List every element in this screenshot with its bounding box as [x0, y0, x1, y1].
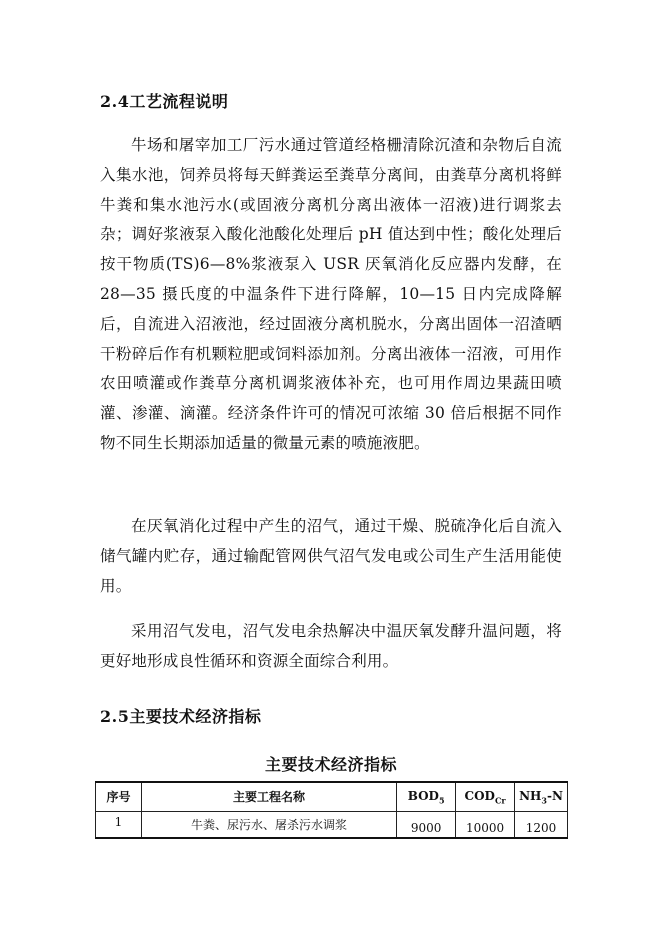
paragraph-biogas-power: 采用沼气发电，沼气发电余热解决中温厌氧发酵升温问题，将更好地形成良性循环和资源全面综合利用。	[100, 622, 562, 670]
table-row	[96, 811, 568, 838]
table-header-row	[96, 782, 568, 811]
paragraph-biogas-storage: 在厌氧消化过程中产生的沼气，通过干燥、脱硫净化后自流入储气罐内贮存，通过输配管网供气沼气发电或公司生产生活用能使用。	[100, 517, 562, 595]
indicators-table	[95, 781, 568, 839]
header-nh3n: $NH_3-N$	[515, 782, 568, 811]
section-heading-2-5: 2.5主要技术经济指标	[100, 707, 262, 726]
cell-nh3n: 1200	[515, 811, 568, 838]
cell-no: 1	[96, 811, 142, 838]
header-cod: $COD_{Cr}$	[456, 782, 515, 811]
header-name: 主要工程名称	[141, 782, 396, 811]
header-bod: $BOD_5$	[397, 782, 456, 811]
section-heading-2-4: 2.4工艺流程说明	[100, 92, 229, 111]
paragraph-process-description: 牛场和屠宰加工厂污水通过管道经格栅清除沉渣和杂物后自流入集水池，饲养员将每天鲜粪运至粪草分离间，由粪草分离机将鲜牛粪和集水池污水(或固液分离机分离出液体一沼液)进行调浆去杂；调好浆液泵入酸化池酸化处理后 pH 值达到中性；酸化处理后按干物质(TS)6—8%浆液泵入 USR 厌氧消化反应器内发酵，在 28—35 摄氏度的中温条件下进行降解，10—15 日内完成降解后，自流进入沼液池，经过固液分离机脱水，分离出固体一沼渣晒干粉碎后作有机颗粒肥或饲料添加剂。分离出液体一沼液，可用作农田喷灌或作粪草分离机调浆液体补充，也可用作周边果蔬田喷灌、渗灌、滴灌。经济条件许可的情况可浓缩 30 倍后根据不同作物不同生长期添加适量的微量元素的喷施液肥。	[100, 136, 562, 452]
header-no: 序号	[96, 782, 142, 811]
table-title: 主要技术经济指标	[264, 755, 397, 774]
cell-bod: 9000	[397, 811, 456, 838]
cell-name: 牛粪、尿污水、屠杀污水调浆	[141, 811, 396, 838]
cell-cod: 10000	[456, 811, 515, 838]
